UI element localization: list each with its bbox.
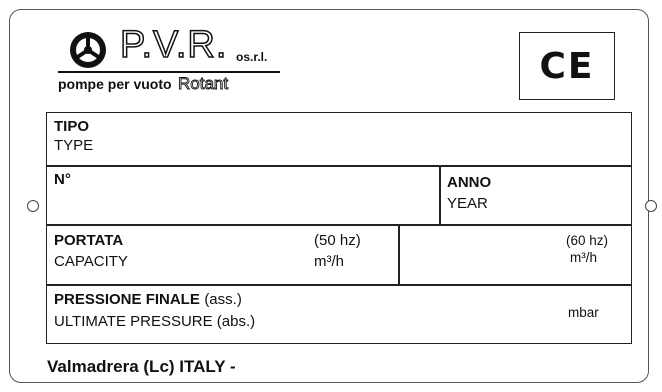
row-divider — [46, 224, 632, 226]
row-divider — [46, 165, 632, 167]
footer-location: Valmadrera (Lc) ITALY - — [47, 357, 236, 376]
pressione-label: PRESSIONE FINALE — [54, 291, 200, 308]
year-label: YEAR — [447, 195, 488, 212]
portata-label: PORTATA — [54, 232, 124, 249]
brand-suffix: os.r.l. — [236, 50, 268, 64]
data-table — [46, 112, 632, 344]
ce-mark: CE — [539, 45, 595, 87]
brand-tagline-rotant: Rotant — [178, 74, 229, 93]
brand-logo — [58, 24, 298, 93]
freq-60hz: (60 hz) — [566, 233, 609, 248]
pressione-suffix: (ass.) — [204, 291, 242, 308]
freq-50hz: (50 hz) — [314, 232, 361, 249]
pump-rotor-icon — [58, 30, 118, 70]
capacity-label: CAPACITY — [54, 253, 128, 270]
anno-label: ANNO — [447, 174, 492, 191]
mounting-hole-right — [645, 200, 657, 212]
brand-name: P.V.R. — [120, 24, 228, 66]
unit-50hz: m³/h — [314, 253, 344, 270]
tipo-label: TIPO — [54, 118, 90, 135]
unit-60hz: m³/h — [570, 250, 597, 265]
numero-label: N° — [54, 171, 71, 188]
pressure-unit: mbar — [568, 305, 599, 320]
row-divider — [46, 284, 632, 286]
brand-underline — [58, 71, 280, 73]
type-label: TYPE — [54, 137, 94, 154]
brand-tagline: pompe per vuoto — [58, 76, 172, 92]
col-divider — [398, 225, 400, 285]
ultimate-pressure-label: ULTIMATE PRESSURE (abs.) — [54, 313, 256, 330]
ce-box — [519, 32, 615, 100]
mounting-hole-left — [27, 200, 39, 212]
col-divider — [439, 166, 441, 225]
